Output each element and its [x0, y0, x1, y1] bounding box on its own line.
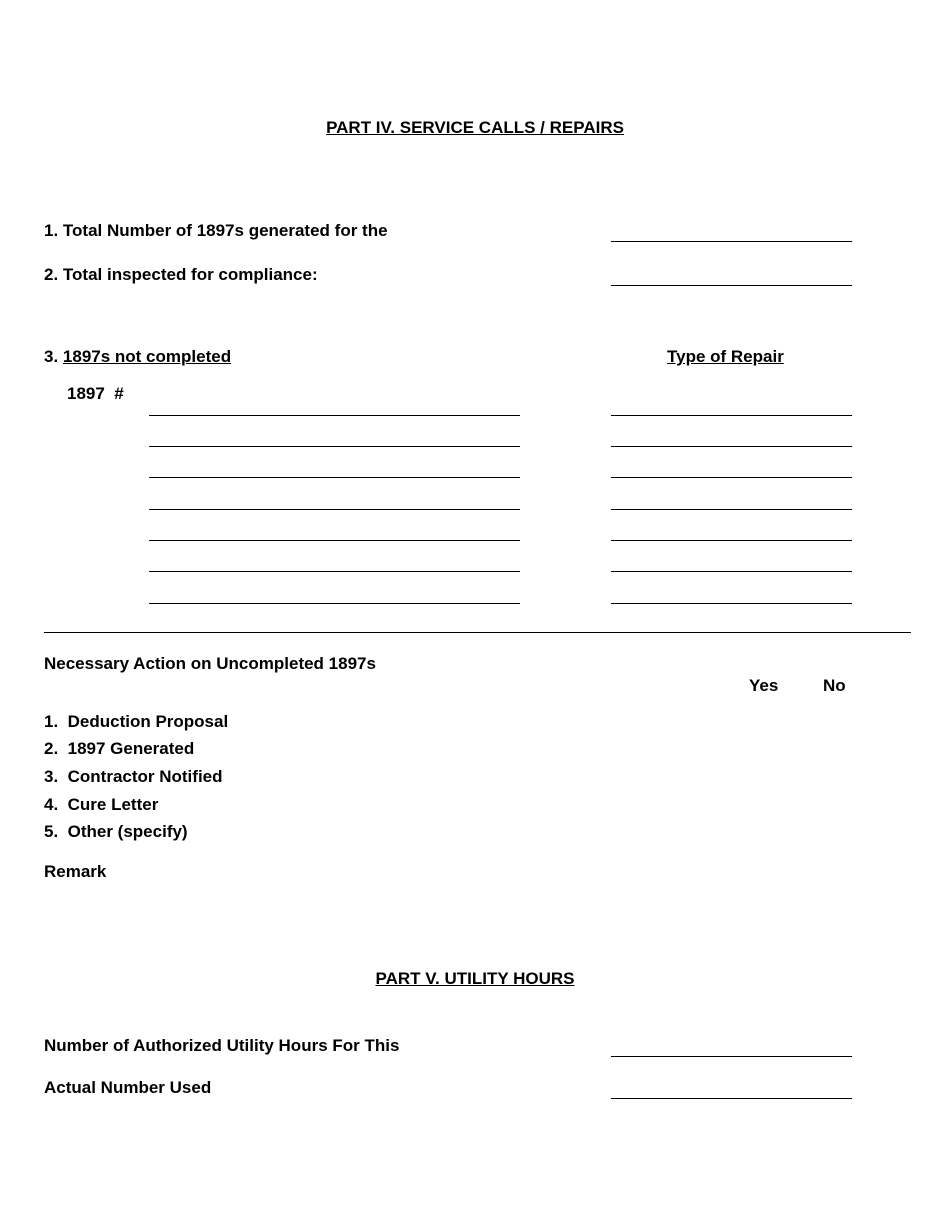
actual-used-field[interactable]	[611, 1098, 852, 1099]
type-of-repair-field[interactable]	[611, 446, 852, 447]
type-of-repair-field[interactable]	[611, 477, 852, 478]
total-inspected-label: 2. Total inspected for compliance:	[44, 265, 318, 284]
type-of-repair-field[interactable]	[611, 571, 852, 572]
not-completed-heading	[44, 347, 231, 367]
action-item-1897-generated: 2. 1897 Generated	[44, 739, 195, 758]
authorized-hours-label: Number of Authorized Utility Hours For This	[44, 1036, 400, 1055]
1897-number-field[interactable]	[149, 540, 520, 541]
no-column-header: No	[823, 676, 846, 695]
yes-column-header: Yes	[749, 676, 779, 695]
type-of-repair-field[interactable]	[611, 415, 852, 416]
action-item-cure-letter: 4. Cure Letter	[44, 795, 159, 814]
action-item-deduction-proposal: 1. Deduction Proposal	[44, 712, 229, 731]
1897-number-field[interactable]	[149, 446, 520, 447]
1897-number-label: 1897 #	[67, 384, 124, 403]
type-of-repair-header: Type of Repair	[667, 347, 784, 366]
not-completed-label: 1897s not completed	[62, 347, 232, 366]
type-of-repair-field[interactable]	[611, 509, 852, 510]
1897-number-field[interactable]	[149, 571, 520, 572]
total-generated-field[interactable]	[611, 241, 852, 242]
part-iv-title: PART IV. SERVICE CALLS / REPAIRS	[326, 118, 624, 137]
not-completed-number: 3.	[44, 347, 63, 366]
action-item-other: 5. Other (specify)	[44, 822, 188, 841]
1897-number-field[interactable]	[149, 415, 520, 416]
1897-number-field[interactable]	[149, 509, 520, 510]
action-item-contractor-notified: 3. Contractor Notified	[44, 767, 223, 786]
type-of-repair-field[interactable]	[611, 540, 852, 541]
authorized-hours-field[interactable]	[611, 1056, 852, 1057]
part-v-title: PART V. UTILITY HOURS	[375, 969, 575, 988]
total-inspected-field[interactable]	[611, 285, 852, 286]
total-generated-label: 1. Total Number of 1897s generated for the	[44, 221, 388, 240]
1897-number-field[interactable]	[149, 477, 520, 478]
necessary-action-heading: Necessary Action on Uncompleted 1897s	[44, 654, 376, 673]
section-divider	[44, 632, 911, 633]
actual-used-label: Actual Number Used	[44, 1078, 212, 1097]
type-of-repair-field[interactable]	[611, 603, 852, 604]
1897-number-field[interactable]	[149, 603, 520, 604]
remark-label: Remark	[44, 862, 107, 881]
